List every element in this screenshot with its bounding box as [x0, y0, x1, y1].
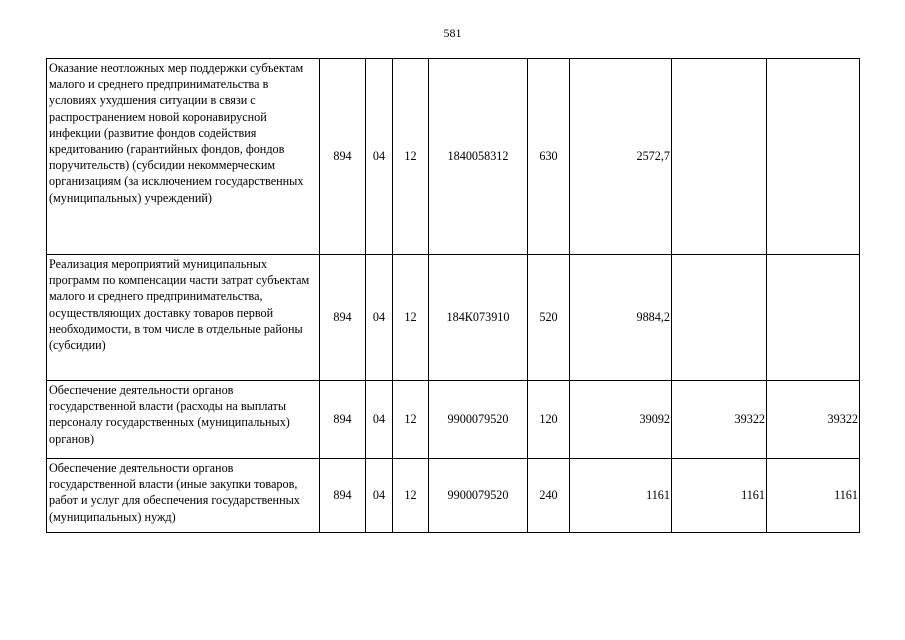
table-row: [47, 255, 860, 381]
amount-year-3: [767, 255, 860, 381]
amount-year-1: 39092: [570, 381, 672, 459]
section-code: 04: [366, 255, 393, 381]
ministry-code: 894: [320, 459, 366, 533]
amount-year-2: 39322: [672, 381, 767, 459]
section-code: 04: [366, 459, 393, 533]
row-description: Реализация мероприятий муниципальных программ по компенсации части затрат субъектам малого и среднего предпринимательства, осуществляющих доставку товаров первой необходимости, в том числе в отдельные районы (субсидии): [47, 255, 320, 381]
amount-year-1: 2572,7: [570, 59, 672, 255]
amount-year-2: [672, 255, 767, 381]
ministry-code: 894: [320, 59, 366, 255]
ministry-code: 894: [320, 255, 366, 381]
expense-type-code: 630: [528, 59, 570, 255]
row-description: Обеспечение деятельности органов государственной власти (иные закупки товаров, работ и услуг для обеспечения государственных (муниципальных) нужд): [47, 459, 320, 533]
table-row: [47, 459, 860, 533]
amount-year-3: 1161: [767, 459, 860, 533]
subsection-code: 12: [393, 59, 429, 255]
subsection-code: 12: [393, 381, 429, 459]
target-article-code: 9900079520: [429, 381, 528, 459]
target-article-code: 1840058312: [429, 59, 528, 255]
budget-table: [46, 58, 860, 533]
expense-type-code: 520: [528, 255, 570, 381]
amount-year-1: 1161: [570, 459, 672, 533]
expense-type-code: 120: [528, 381, 570, 459]
amount-year-2: [672, 59, 767, 255]
page-number: 581: [443, 26, 462, 40]
ministry-code: 894: [320, 381, 366, 459]
section-code: 04: [366, 59, 393, 255]
amount-year-1: 9884,2: [570, 255, 672, 381]
target-article-code: 184К073910: [429, 255, 528, 381]
row-description: Оказание неотложных мер поддержки субъектам малого и среднего предпринимательства в условиях ухудшения ситуации в связи с распространением новой коронавирусной инфекции (развитие фондов содействия кредитованию (гарантийных фондов, фондов поручительств) (субсидии некоммерческим организациям (за исключением государственных (муниципальных) учреждений): [47, 59, 320, 255]
target-article-code: 9900079520: [429, 459, 528, 533]
table-row: [47, 59, 860, 255]
amount-year-3: [767, 59, 860, 255]
subsection-code: 12: [393, 459, 429, 533]
expense-type-code: 240: [528, 459, 570, 533]
amount-year-2: 1161: [672, 459, 767, 533]
table-row: [47, 381, 860, 459]
section-code: 04: [366, 381, 393, 459]
subsection-code: 12: [393, 255, 429, 381]
amount-year-3: 39322: [767, 381, 860, 459]
row-description: Обеспечение деятельности органов государственной власти (расходы на выплаты персоналу государственных (муниципальных) органов): [47, 381, 320, 459]
